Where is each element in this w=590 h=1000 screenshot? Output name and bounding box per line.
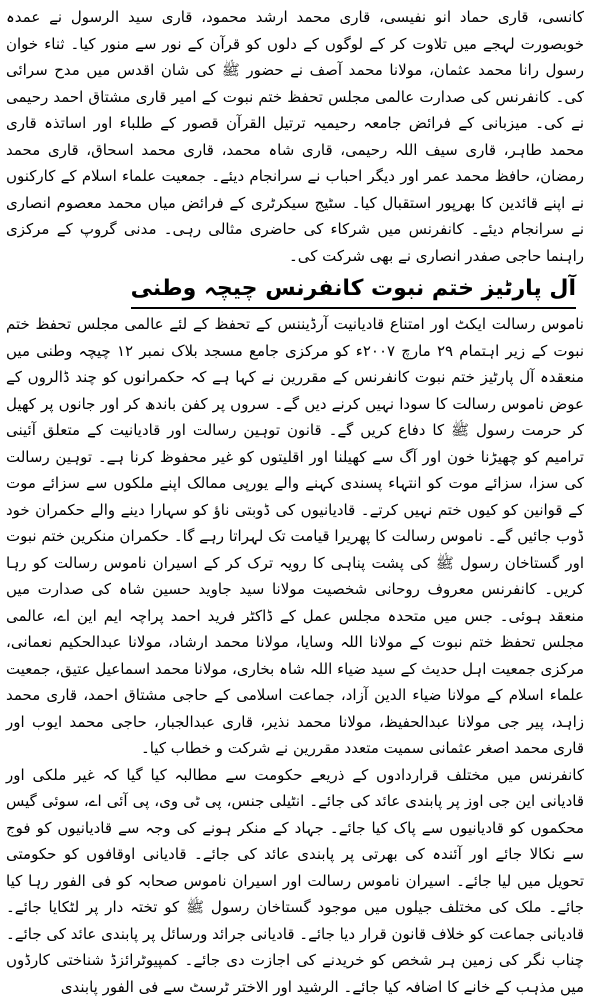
document-page	[6, 4, 584, 904]
section-heading-text: آل پارٹیز ختم نبوت کانفرنس چیچہ وطنی	[131, 272, 576, 309]
section-heading	[6, 272, 576, 309]
resolutions-paragraph: کانفرنس میں مختلف قراردادوں کے ذریعے حکومت سے مطالبہ کیا گیا کہ غیر ملکی اور قادیانی این جی اوز پر پابندی عائد کی جائے۔ انٹیلی جنس، پی ٹی وی، پی آئی اے، سوئی گیس محکموں کو قادیانیوں سے پاک کیا جائے۔ جہاد کے منکر ہونے کی وجہ سے قادیانیوں کو فوج سے نکالا جائے اور آئندہ کی بھرتی پر پابندی عائد کی جائے۔ قادیانی اوقافوں کو حکومتی تحویل میں لیا جائے۔ اسیران ناموس رسالت اور اسیران ناموس صحابہ کو فی الفور رہا کیا جائے۔ ملک کی مختلف جیلوں میں موجود گستاخان رسول ﷺ کو تختہ دار پر لٹکایا جائے۔ قادیانی جماعت کو خلاف قانون قرار دیا جائے۔ قادیانی جرائد ورسائل پر پابندی عائد کی جائے۔ چناب نگر کی زمین ہر شخص کو خریدنے کی اجازت دی جائے۔ کمپیوٹرائزڈ شناختی کارڈوں میں مذہب کے خانے کا اضافہ کیا جائے۔ الرشید اور الاختر ٹرسٹ سے فی الفور پابندی	[6, 762, 584, 1000]
main-paragraph: ناموس رسالت ایکٹ اور امتناع قادیانیت آرڈیننس کے تحفظ کے لئے عالمی مجلس تحفظ ختم نبوت کے زیر اہتمام ۲۹ مارچ ۲۰۰۷ء کو مرکزی جامع مسجد بلاک نمبر ۱۲ چیچہ وطنی میں منعقدہ آل پارٹیز ختم نبوت کانفرنس کے مقررین نے کہا ہے کہ حکمرانوں کو چند ڈالروں کے عوض ناموس رسالت کا سودا نہیں کرنے دیں گے۔ سروں پر کفن باندھ کر اور جانوں پر کھیل کر حرمت رسول ﷺ کا دفاع کریں گے۔ قانون توہین رسالت اور قادیانیت کے متعلق آئینی ترامیم کو چھیڑنا خون اور آگ سے کھیلنا اور اقلیتوں کو غیر محفوظ کرنا ہے۔ توہین رسالت کی سزا، سزائے موت کو انتہاء پسندی کہنے والے یورپی ممالک اپنے ملکوں سے سزائے موت کے قوانین کو کیوں ختم نہیں کرتے۔ قادیانیوں کی ڈوبتی ناؤ کو سہارا دینے والے حکمران خود ڈوب جائیں گے۔ ناموس رسالت کا پھریرا قیامت تک لہراتا رہے گا۔ حکمران منکرین ختم نبوت اور گستاخان رسول ﷺ کی پشت پناہی کا رویہ ترک کر کے اسیران ناموس رسالت کو رہا کریں۔ کانفرنس معروف روحانی شخصیت مولانا سید جاوید حسین شاہ کی صدارت میں منعقد ہوئی۔ جس میں متحدہ مجلس عمل کے ڈاکٹر فرید احمد پراچہ ایم این اے، عالمی مجلس تحفظ ختم نبوت کے مولانا اللہ وسایا، مولانا محمد ارشاد، مولانا عبدالحکیم نعمانی، مرکزی جمعیت اہل حدیث کے سید ضیاء اللہ شاہ بخاری، مولانا محمد اسماعیل عتیق، جمعیت علماء اسلام کے مولانا ضیاء الدین آزاد، جماعت اسلامی کے حاجی مشتاق احمد، قاری محمد زاہد، پیر جی مولانا عبدالحفیظ، مولانا محمد نذیر، قاری عبدالجبار، حاجی محمد ایوب اور قاری محمد اصغر عثمانی سمیت متعدد مقررین نے شرکت و خطاب کیا۔	[6, 311, 584, 762]
intro-paragraph: کانسی، قاری حماد انو نفیسی، قاری محمد ارشد محمود، قاری سید الرسول نے عمدہ خوبصورت لہجے میں تلاوت کر کے لوگوں کے دلوں کو قرآن کے نور سے منور کیا۔ ثناء خوان رسول رانا محمد عثمان، مولانا محمد آصف نے حضور ﷺ کی شان اقدس میں مدح سرائی کی۔ کانفرنس کی صدارت عالمی مجلس تحفظ ختم نبوت کے امیر قاری مشتاق احمد رحیمی نے کی۔ میزبانی کے فرائض جامعہ رحیمیہ ترتیل القرآن قصور کے طلباء اور اساتذہ قاری محمد طاہر، قاری سیف اللہ رحیمی، قاری شاہ محمد، قاری محمد اسحاق، قاری محمد رمضان، حافظ محمد عمر اور دیگر احباب نے سرانجام دیئے۔ جمعیت علماء اسلام کے کارکنوں نے اپنے قائدین کا بھرپور استقبال کیا۔ سٹیج سیکرٹری کے فرائض میاں محمد معصوم انصاری نے سرانجام دیئے۔ کانفرنس میں شرکاء کی حاضری مثالی رہی۔ مدنی گروپ کے مرکزی راہنما حاجی صفدر انصاری نے بھی شرکت کی۔	[6, 4, 584, 269]
